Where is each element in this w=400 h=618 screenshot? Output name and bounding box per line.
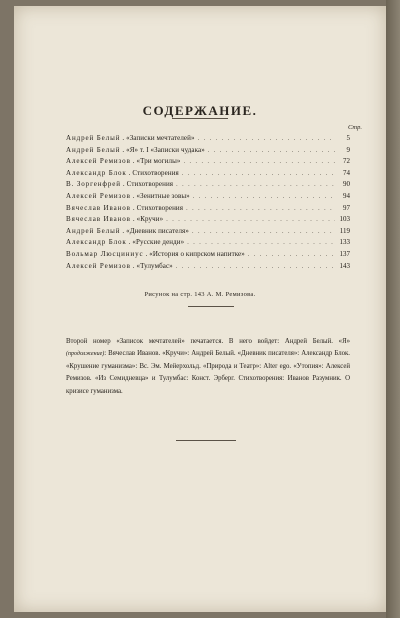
toc-page-number: 74	[343, 168, 350, 177]
toc-separator: .	[132, 157, 135, 166]
toc-entry	[66, 215, 350, 227]
toc-author: Алексей Ремизов	[66, 157, 131, 166]
toc-separator: .	[132, 261, 135, 270]
toc-page-number: 5	[346, 134, 350, 142]
toc-entry	[66, 146, 350, 158]
toc-separator: .	[132, 191, 135, 200]
toc-page-number: 9	[346, 145, 350, 154]
toc-author: Алексей Ремизов	[66, 261, 131, 270]
toc-list	[66, 134, 350, 273]
toc-page-number: 133	[339, 238, 350, 247]
announcement-text-2: : Вячеслав Иванов. «Кручи»: Андрей Белый. «Дневник писателя»: Александр Блок. «Крушение гуманизма»: Вс. Эм. Мейерхольд. «Природа и Театр»: Alter ego. «Утопия»: Алексей Ремизов. «Из Семидневца» и Тулумбас: Конст. Эрберг. Стихотворения: Иванов Разумник. О кризисе гуманизма.	[66, 350, 350, 395]
toc-work: «Тулумбас»	[136, 261, 173, 270]
toc-author: Андрей Белый	[66, 134, 121, 142]
toc-page-number: 72	[343, 157, 350, 166]
bottom-divider	[176, 440, 236, 441]
announcement-text-1: Второй номер «Записок мечтателей» печатается. В него войдет: Андрей Белый. «Я»	[66, 338, 350, 345]
toc-leader-dots	[166, 217, 335, 223]
toc-entry	[66, 134, 350, 146]
toc-work: «Русские денди»	[132, 238, 185, 247]
toc-leader-dots	[198, 136, 335, 142]
toc-leader-dots	[187, 240, 335, 246]
toc-work: «Я» т. I «Записки чудака»	[126, 145, 205, 154]
toc-author: Вячеслав Иванов	[66, 215, 131, 224]
toc-entry	[66, 204, 350, 216]
book-spine	[386, 0, 400, 618]
toc-work: «Зенитные зовы»	[136, 191, 190, 200]
toc-leader-dots	[176, 264, 335, 270]
toc-title: СОДЕРЖАНИЕ.	[142, 103, 258, 118]
toc-entry	[66, 238, 350, 250]
toc-entry	[66, 192, 350, 204]
toc-separator: .	[122, 134, 125, 142]
toc-leader-dots	[182, 171, 335, 177]
toc-work: «История о кипрском напитке»	[149, 249, 245, 258]
toc-work: Стихотворения	[132, 168, 179, 177]
toc-work: Стихотворения	[126, 180, 174, 189]
toc-page-number: 137	[339, 249, 350, 258]
toc-leader-dots	[186, 206, 335, 212]
toc-work: Стихотворения	[136, 203, 184, 212]
toc-author: Андрей Белый	[66, 226, 121, 235]
toc-separator: .	[145, 249, 148, 258]
toc-separator: .	[122, 180, 125, 189]
toc-entry	[66, 169, 350, 181]
toc-work: «Дневник писателя»	[126, 226, 189, 235]
toc-separator: .	[132, 203, 135, 212]
toc-leader-dots	[184, 159, 336, 165]
toc-entry	[66, 227, 350, 239]
title-underline	[172, 118, 228, 119]
toc-author: Андрей Белый	[66, 145, 121, 154]
toc-author: Вячеслав Иванов	[66, 203, 131, 212]
toc-entry	[66, 180, 350, 192]
toc-page-number: 90	[343, 180, 350, 189]
toc-separator: .	[128, 238, 131, 247]
announcement-italic: (продолжение)	[66, 351, 105, 358]
toc-leader-dots	[176, 182, 335, 188]
section-divider	[188, 306, 234, 307]
toc-leader-dots	[193, 194, 335, 200]
toc-page-number: 119	[339, 226, 350, 235]
toc-work: «Три могилы»	[136, 157, 181, 166]
toc-author: Алексей Ремизов	[66, 191, 131, 200]
toc-work: «Записки мечтателей»	[126, 134, 195, 142]
toc-leader-dots	[248, 252, 335, 258]
announcement-paragraph	[66, 336, 350, 398]
toc-entry	[66, 250, 350, 262]
toc-author: Александр Блок	[66, 238, 127, 247]
toc-author: Александр Блок	[66, 168, 127, 177]
page-column-header: Стр.	[348, 124, 362, 131]
toc-separator: .	[122, 226, 125, 235]
toc-separator: .	[122, 145, 125, 154]
book-page	[14, 6, 386, 612]
toc-page-number: 94	[343, 191, 350, 200]
illustration-credit: Рисунок на стр. 143 А. М. Ремизова.	[144, 291, 256, 298]
toc-leader-dots	[208, 148, 335, 154]
toc-leader-dots	[192, 229, 335, 235]
toc-separator: .	[128, 168, 131, 177]
toc-page-number: 143	[339, 261, 350, 270]
toc-entry	[66, 262, 350, 274]
toc-author: Вольмар Люсциниус	[66, 249, 144, 258]
toc-page-number: 103	[339, 215, 350, 224]
toc-separator: .	[132, 215, 135, 224]
toc-page-number: 97	[343, 203, 350, 212]
toc-entry	[66, 157, 350, 169]
toc-author: В. Зоргенфрей	[66, 180, 121, 189]
toc-work: «Кручи»	[136, 215, 164, 224]
